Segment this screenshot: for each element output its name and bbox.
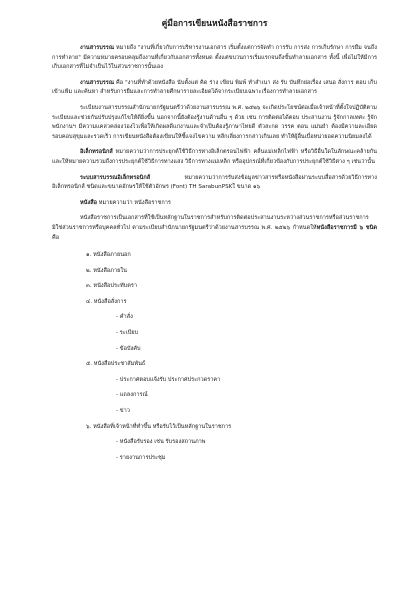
list-item: ๑. หนังสือภายนอก (86, 252, 131, 259)
list-subitem: - คำสั่ง (116, 314, 133, 321)
term-saraban-2: งานสารบรรณ (80, 79, 115, 86)
list-subitem: - ประกาศตอบแจ้งรับ ประกาศประกวดราคา (116, 376, 221, 383)
paragraph-e-saraban: ระบบสารบรรณอิเล็กทรอนิกส์ หมายความว่าการรับส่งข้อมูลข่าวสารหรือหนังสือผ่านระบบสื่อสารด้วยวิธีการทางอิเล็กทรอนิกส์ ชนิดและขนาดอักษรให้ใช้ตัวอักษร (Font) TH SarabunPSKใ ขนาด ๑๖ (52, 174, 377, 191)
term-book: หนังสือ (80, 199, 98, 206)
letter-types-list (52, 251, 377, 469)
six-types-emphasis: หนังสือราชการมี ๖ ชนิด (316, 224, 377, 231)
term-saraban: งานสารบรรณ (80, 45, 115, 51)
paragraph-regulation: ระเบียบงานสารบรรณสำนักนายกรัฐมนตรีว่าด้วยงานสารบรรณ พ.ศ. ๒๕๒๖ จะเกิดประโยชน์ต่อเมื่อเจ้าหน้าที่ตั้งใจปฏิบัติตามระเบียบและช่วยกันปรับปรุงแก้ไขให้ดียิ่งขึ้น นอกจากนี้ยังต้องรู้งานด้านอื่น ๆ ด้วย เช่น การติดต่อได้ตอบ ประสานงาน รู้จักกาลเทศะ รู้จักพนักงานฯ มีความแคล่วคล่องว่องไวเพื่อให้เกิดผลดีแก่งานและจำเป็นต้องรู้ภาษาไทยดี ตัวสะกด วรรค ตอน แม่นยำ ต้องมีความละเอียดรอบคอบสุขุมและรวดเร็ว การเขียนหนังสือต้องเขียนให้ชี้แจงไขความ หลีกเลี่ยงการกล่าวเกินเลย ทำให้ผู้อื่นเบื่อหน่ายอดความนิยมลงได้ (52, 104, 377, 140)
list-subitem: - รายงานการประชุม (116, 454, 166, 461)
paragraph-official-letter: หนังสือราชการเป็นเอกสารที่ใช้เป็นหลักฐานในราชการสำหรับการติดต่อประสานงานระหว่างส่วนราชการหรือส่วนราชการมิใช่ส่วนราชการหรือบุคคลทั่วไป ตามระเบียบสำนักนายกรัฐมนตรีว่าด้วยงานสารบรรณ พ.ศ. ๒๕๒๖ กำหนดให้หนังสือราชการมี ๖ ชนิด คือ (52, 215, 377, 241)
list-item: ๓. หนังสือประทับตรา (86, 283, 137, 290)
paragraph-electronic: อิเล็กทรอนิกส์ หมายความว่าการประยุกต์ใช้วิธีการทางอิเล็กตรอนไฟฟ้า คลื่นแม่เหล็กไฟฟ้า หรือวิธีอื่นใดในลักษณะคล้ายกัน และให้หมายความรวมถึงการประยุกต์ใช้วิธีการทางแสง วิธีการทางแม่เหล็ก หรืออุปกรณ์ที่เกี่ยวข้องกับการประยุกต์ใช้วิธีต่าง ๆ เช่นว่านั้น (52, 149, 377, 165)
list-subitem: - ข่าว (116, 408, 130, 415)
paragraph-book: หนังสือ หมายความว่า หนังสือราชการ (80, 199, 171, 206)
term-electronic: อิเล็กทรอนิกส์ (80, 149, 113, 156)
list-item: ๔. หนังสือสั่งการ (86, 298, 127, 305)
document-title: คู่มือการเขียนหนังสือราชการ (161, 19, 268, 29)
list-subitem: - ระเบียบ (116, 330, 139, 337)
paragraph-definition-2: งานสารบรรณ คือ "งานที่ทำด้วยหนังสือ นับตั้งแต่ คิด ร่าง เขียน พิมพ์ ทำสำเนา ส่ง รับ บันทึกย่อเรื่อง เสนอ สั่งการ ตอบ เก็บเข้าแฟ้ม และค้นหา สำหรับการยืมและการทำลายศึกษารายละเอียดได้จากระเบียบเฉพาะเรื่องการทำลายเอกสาร (52, 79, 377, 96)
term-e-saraban: ระบบสารบรรณอิเล็กทรอนิกส์ (80, 174, 151, 181)
paragraph-definition-1: งานสารบรรณ หมายถึง "งานที่เกี่ยวกับการบริหารงานเอกสาร เริ่มตั้งแต่การจัดทำ การรับ การส่ง การเก็บรักษา การยืม จนถึงการทำลาย" มีความหมายครอบคลุมถึงงานที่เกี่ยวกับเอกสารทั้งหมด ตั้งแต่ขบวนการเริ่มแรกจนถึงขั้นทำลายเอกสาร ทั้งนี้ เพื่อไม่ให้มีการเก็บเอกสารที่ไม่จำเป็นไว้ในส่วนราชการนั้นเอง (52, 45, 377, 71)
list-subitem: - หนังสือรับรอง เช่น รับรองสถานภาพ (116, 439, 206, 446)
list-subitem: - ข้อบังคับ (116, 345, 141, 352)
list-item: ๖. หนังสือที่เจ้าหน้าที่ทำขึ้น หรือรับไว้เป็นหลักฐานในราชการ (86, 423, 232, 430)
list-item: ๕. หนังสือประชาสัมพันธ์ (86, 361, 146, 368)
list-subitem: - แถลงการณ์ (116, 392, 148, 399)
list-item: ๒. หนังสือภายใน (86, 267, 127, 274)
